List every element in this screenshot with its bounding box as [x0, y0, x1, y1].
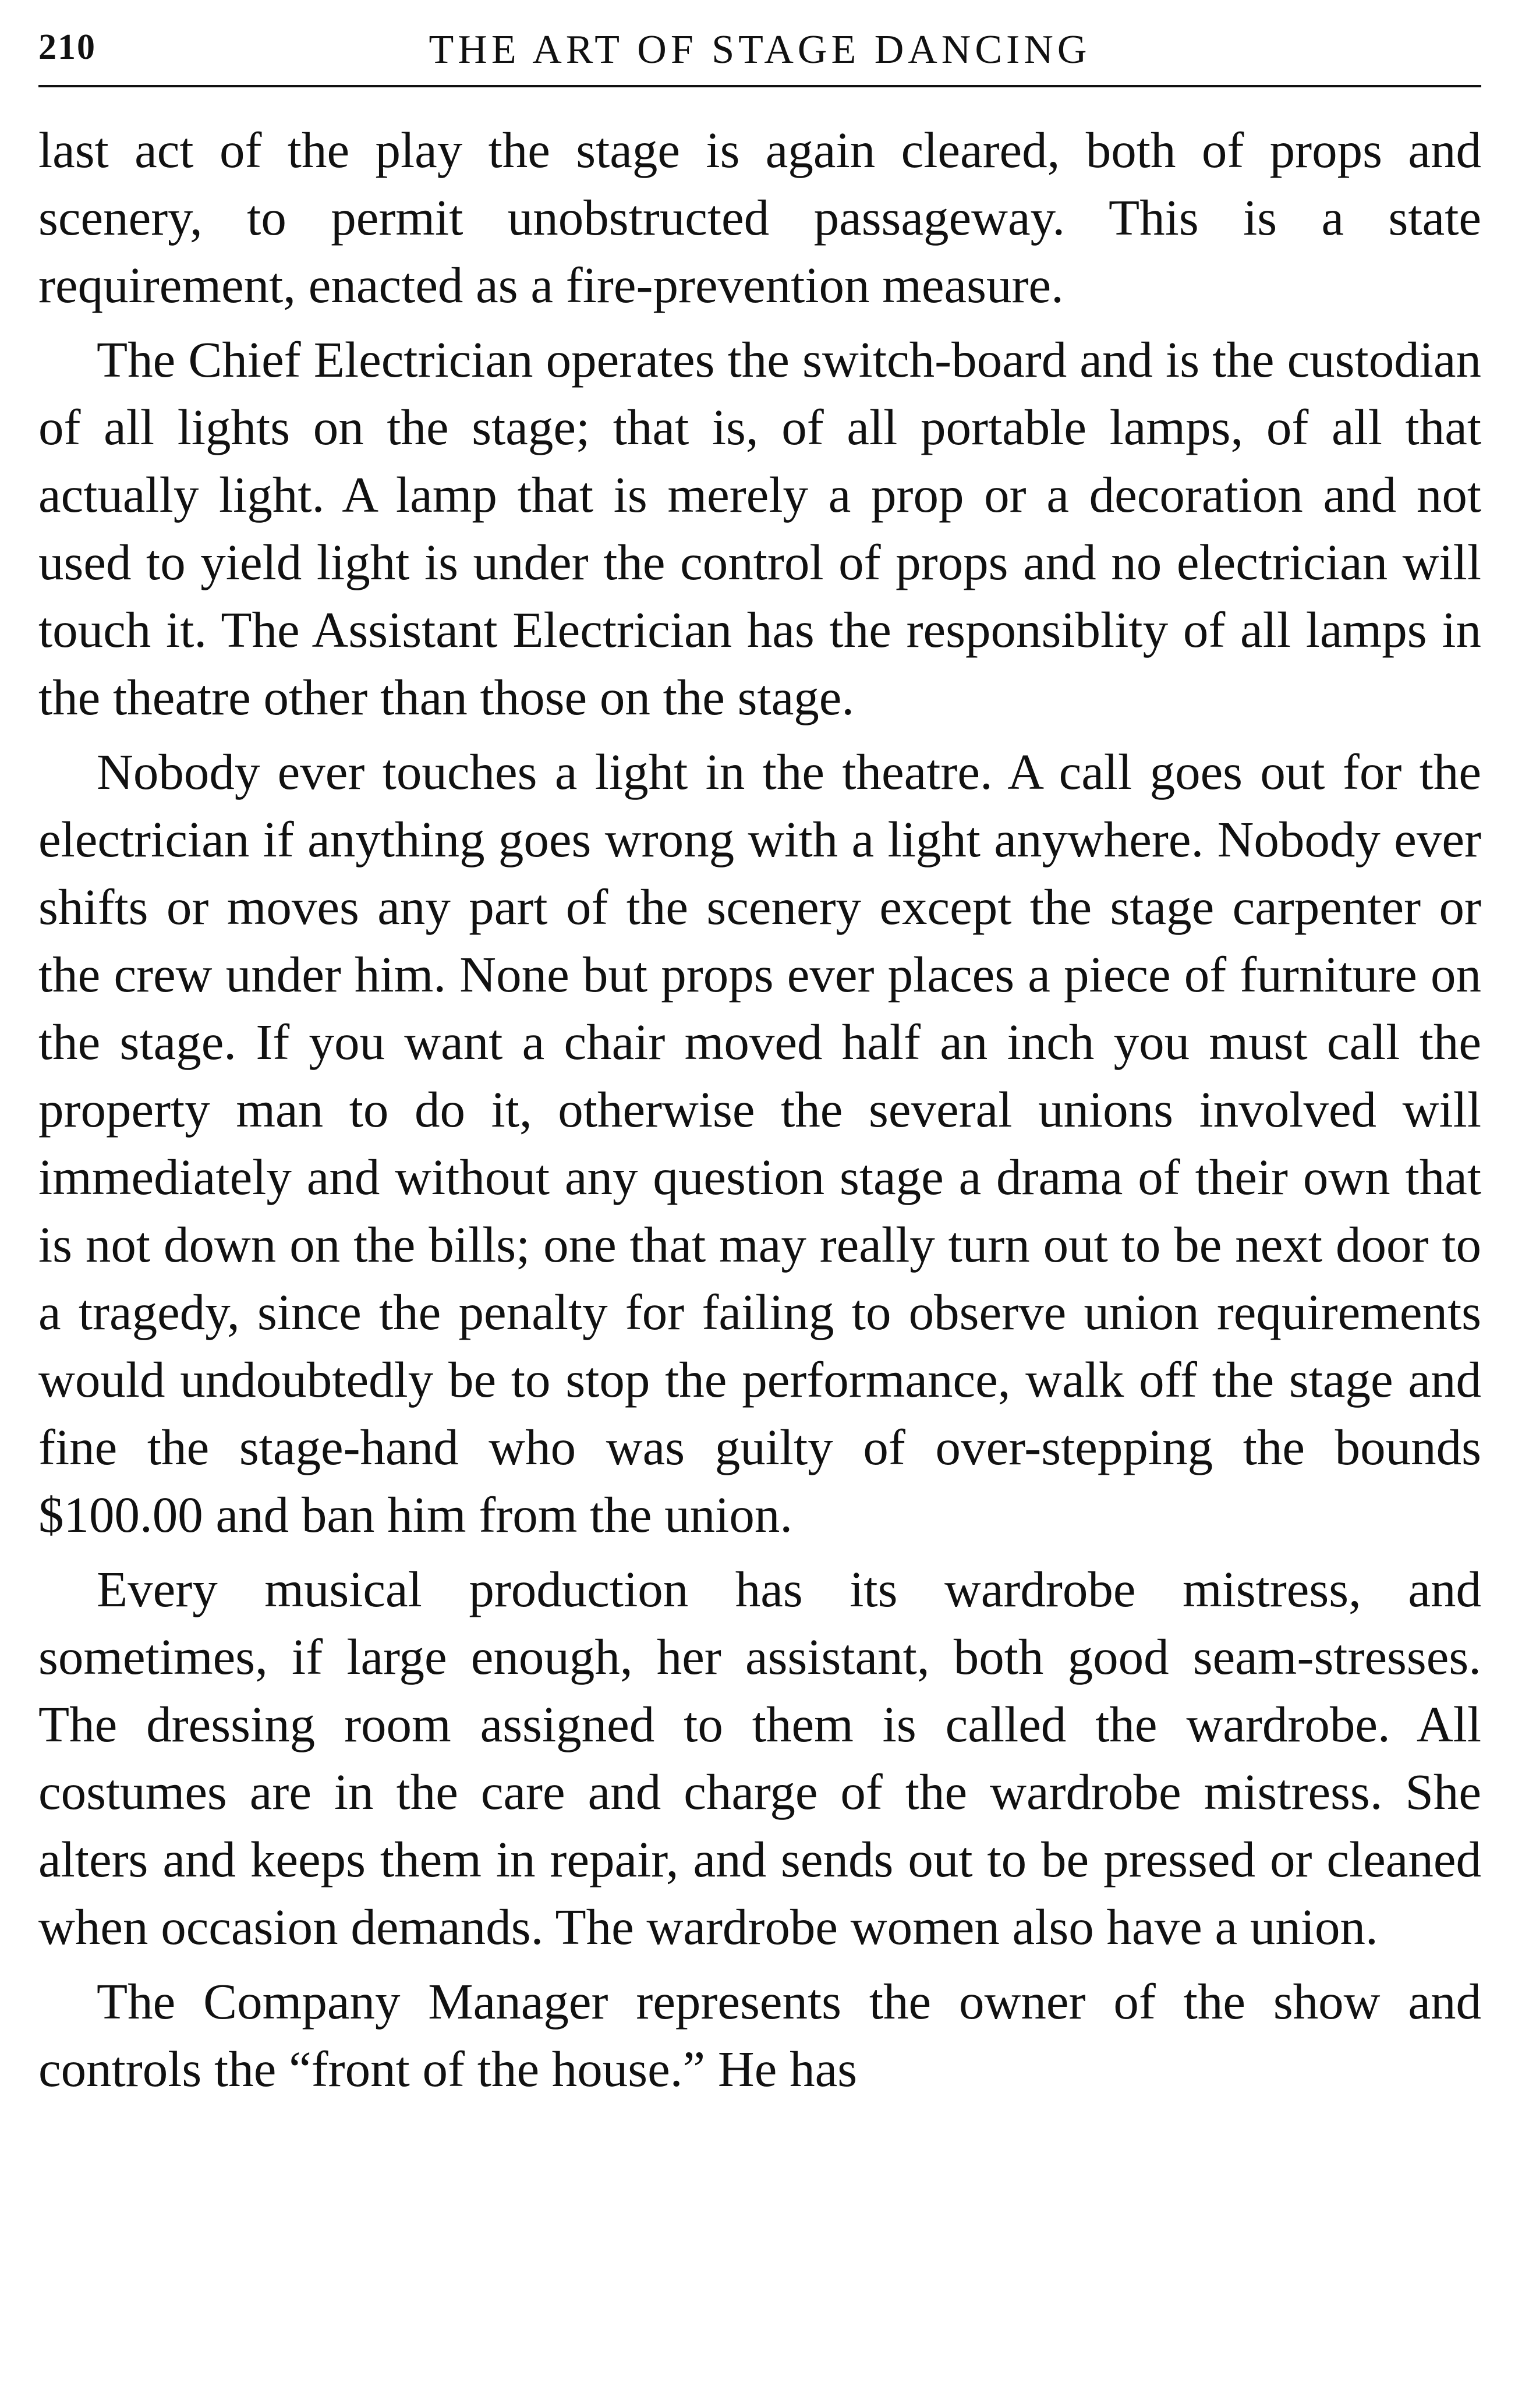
book-page [38, 23, 1481, 2103]
paragraph-nobody-touches-light: Nobody ever touches a light in the theatre. A call goes out for the electrician if anything goes wrong with a light anywhere. Nobody ever shifts or moves any part of the scenery except the stage carpenter or the crew under him. None but props ever places a piece of furniture on the stage. If you want a chair moved half an inch you must call the property man to do it, otherwise the several unions involved will immediately and without any question stage a drama of their own that is not down on the bills; one that may really turn out to be next door to a tragedy, since the penalty for failing to observe union requirements would undoubtedly be to stop the performance, walk off the stage and fine the stage-hand who was guilty of over-stepping the bounds $100.00 and ban him from the union. [38, 743, 1481, 1543]
running-title: THE ART OF STAGE DANCING [429, 27, 1091, 72]
paragraph-wardrobe-mistress: Every musical production has its wardrobe mistress, and sometimes, if large enough, her assistant, both good seam-stresses. The dressing room assigned to them is called the wardrobe. All costumes are in the care and charge of the wardrobe mistress. She alters and keeps them in repair, and sends out to be pressed or cleaned when occasion demands. The wardrobe women also have a union. [38, 1561, 1481, 1955]
paragraph-continuation: last act of the play the stage is again cleared, both of props and scenery, to permit unobstructed passageway. This is a state requirement, enacted as a fire-prevention measure. [38, 122, 1481, 313]
header-rule [38, 85, 1481, 87]
body-text [38, 116, 1481, 2103]
paragraph-company-manager: The Company Manager represents the owner of the show and controls the “front of the house.” He has [38, 1973, 1481, 2097]
running-head [38, 23, 1481, 88]
paragraph-chief-electrician: The Chief Electrician operates the switch-board and is the custodian of all lights on the stage; that is, of all portable lamps, of all that actually light. A lamp that is merely a prop or a decoration and not used to yield light is under the control of props and no electrician will touch it. The Assistant Electrician has the responsiblity of all lamps in the theatre other than those on the stage. [38, 331, 1481, 725]
page-number: 210 [38, 27, 96, 67]
